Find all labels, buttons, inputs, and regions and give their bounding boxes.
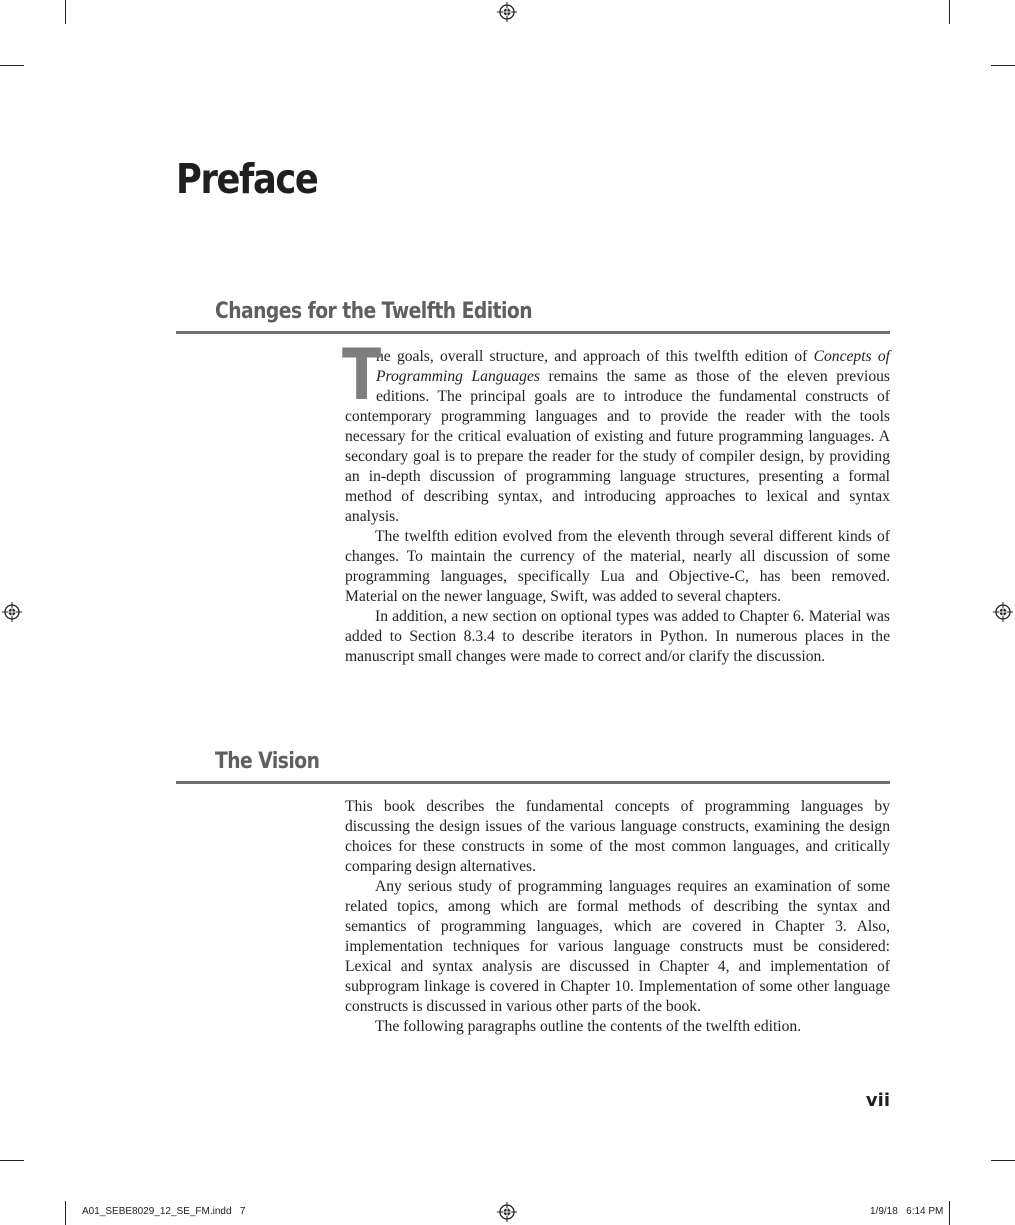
drop-cap: T <box>342 334 382 416</box>
book-title-italic: Concepts of Programming Languages <box>376 348 890 385</box>
paragraph: In addition, a new section on optional types was added to Chapter 6. Material was added to Section 8.3.4 to describe iterators in Python. In numerous places in the manuscript small changes were made to correct and/or clarify the discussion. <box>345 608 890 665</box>
slug-filename: A01_SEBE8029_12_SE_FM.indd 7 <box>82 1206 246 1217</box>
section-rule <box>176 331 890 334</box>
crop-mark-right-bottom <box>991 1160 1015 1161</box>
page-title: Preface <box>176 155 318 203</box>
registration-target-icon <box>497 1202 517 1222</box>
paragraph-rest: remains the same as those of the eleven previous editions. The principal goals are to introduce the fundamental constructs of contemporary programming languages and to provide the reader with the tools necessary for the critical evaluation of existing and future programming languages. A secondary goal is to prepare the reader for the study of compiler design, by providing an in-depth discussion of programming language structures, presenting a formal method of describing syntax, and introducing approaches to lexical and syntax analysis. <box>345 368 890 525</box>
paragraph: The twelfth edition evolved from the eleventh through several different kinds of changes. To maintain the currency of the material, nearly all discussion of some programming languages, specifically Lua and Objective-C, has been removed. Material on the newer language, Swift, was added to several chapters. <box>345 528 890 605</box>
crop-mark-left-top <box>0 65 24 66</box>
crop-mark-right-top <box>991 65 1015 66</box>
paragraph: Any serious study of programming languages requires an examination of some related topics, among which are formal methods of describing the syntax and semantics of programming languages, which are covered in Chapter 3. Also, implementation techniques for various language constructs must be considered: Lexical and syntax analysis are discussed in Chapter 4, and implementation of subprogram linkage is covered in Chapter 10. Implementation of some other language constructs is discussed in various other parts of the book. <box>345 878 890 1015</box>
paragraph: This book describes the fundamental concepts of programming languages by discussing the design issues of the various language constructs, examining the design choices for these constructs in some of the most common languages, and critically comparing design alternatives. <box>345 798 890 875</box>
paragraph: The following paragraphs outline the contents of the twelfth edition. <box>375 1018 802 1035</box>
registration-target-icon <box>993 602 1013 622</box>
crop-mark-top-right <box>949 0 950 24</box>
slug-timestamp: 1/9/18 6:14 PM <box>870 1206 944 1217</box>
registration-target-icon <box>497 2 517 22</box>
paragraph <box>342 334 890 527</box>
page-number: vii <box>865 1090 890 1111</box>
crop-mark-bottom-right <box>949 1201 950 1225</box>
section-body-vision <box>345 797 890 1037</box>
section-rule <box>176 781 890 784</box>
section-heading-vision: The Vision <box>215 749 320 774</box>
registration-target-icon <box>2 602 22 622</box>
paragraph-lead: he goals, overall structure, and approach of this twelfth edition of <box>376 348 814 365</box>
crop-mark-left-bottom <box>0 1160 24 1161</box>
crop-mark-bottom-left <box>65 1201 66 1225</box>
section-body-changes <box>342 334 890 667</box>
crop-mark-top-left <box>65 0 66 24</box>
section-heading-changes: Changes for the Twelfth Edition <box>215 299 533 324</box>
